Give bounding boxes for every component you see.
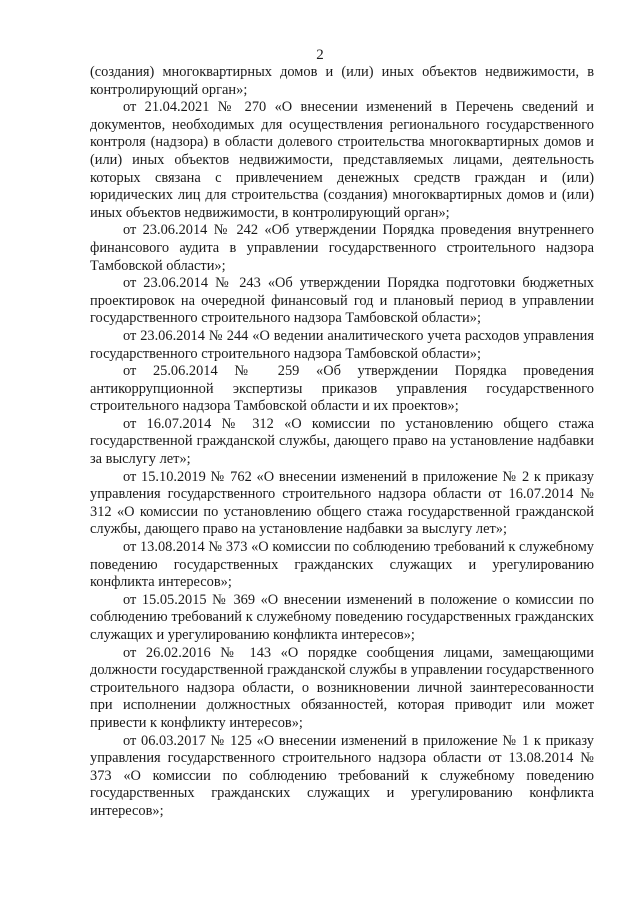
paragraph: от 25.06.2014 № 259 «Об утверждении Порядка проведения антикоррупционной экспертизы приказов управления государственного строительного надзора Тамбовской области и их проектов»; [90,363,594,415]
paragraph: от 26.02.2016 № 143 «О порядке сообщения лицами, замещающими должности государственной гражданской службы в управлении государственного строительного надзора области, о возникновении личной заинтересованности при исполнении должностных обязанностей, которая приводит или может привести к конфликту интересов»; [90,644,594,731]
paragraph: от 16.07.2014 № 312 «О комиссии по установлению общего стажа государственной гражданской службы, дающего право на установление надбавки за выслугу лет»; [90,415,594,468]
paragraph: от 15.10.2019 № 762 «О внесении изменений в приложение № 2 к приказу управления государственного строительного надзора области от 16.07.2014 № 312 «О комиссии по установлению общего стажа государственной гражданской службы, дающего право на установление надбавки за выслугу лет»; [90,468,594,538]
paragraph: от 23.06.2014 № 244 «О ведении аналитического учета расходов управления государственного строительного надзора Тамбовской области»; [90,327,594,362]
paragraph: от 06.03.2017 № 125 «О внесении изменений в приложение № 1 к приказу управления государственного строительного надзора области от 13.08.2014 № 373 «О комиссии по соблюдению требований к служебному поведению государственных гражданских служащих и урегулированию конфликта интересов»; [90,732,594,819]
page-number: 2 [316,47,324,63]
paragraph: от 23.06.2014 № 243 «Об утверждении Порядка подготовки бюджетных проектировок на очередной финансовый год и плановый период в управлении государственного строительного надзора Тамбовской области»; [90,275,594,327]
paragraph: от 23.06.2014 № 242 «Об утверждении Порядка проведения внутреннего финансового аудита в управлении государственного строительного надзора Тамбовской области»; [90,222,594,274]
paragraph: (создания) многоквартирных домов и (или) иных объектов недвижимости, в контролирующий орган»; [90,64,594,98]
paragraph: от 15.05.2015 № 369 «О внесении изменений в положение о комиссии по соблюдению требований к служебному поведению государственных гражданских служащих и урегулированию конфликта интересов»; [90,591,594,643]
document-body [90,64,594,821]
paragraph: от 13.08.2014 № 373 «О комиссии по соблюдению требований к служебному поведению государственных гражданских служащих и урегулированию конфликта интересов»; [90,539,594,591]
paragraph: от 21.04.2021 № 270 «О внесении изменений в Перечень сведений и документов, необходимых для осуществления регионального государственного контроля (надзора) в области долевого строительства многоквартирных домов и (или) иных объектов недвижимости, представляемых лицами, деятельность которых связана с привлечением денежных средств граждан и (или) юридических лиц для строительства (создания) многоквартирных домов и (или) иных объектов недвижимости, в контролирующий орган»; [90,99,594,221]
